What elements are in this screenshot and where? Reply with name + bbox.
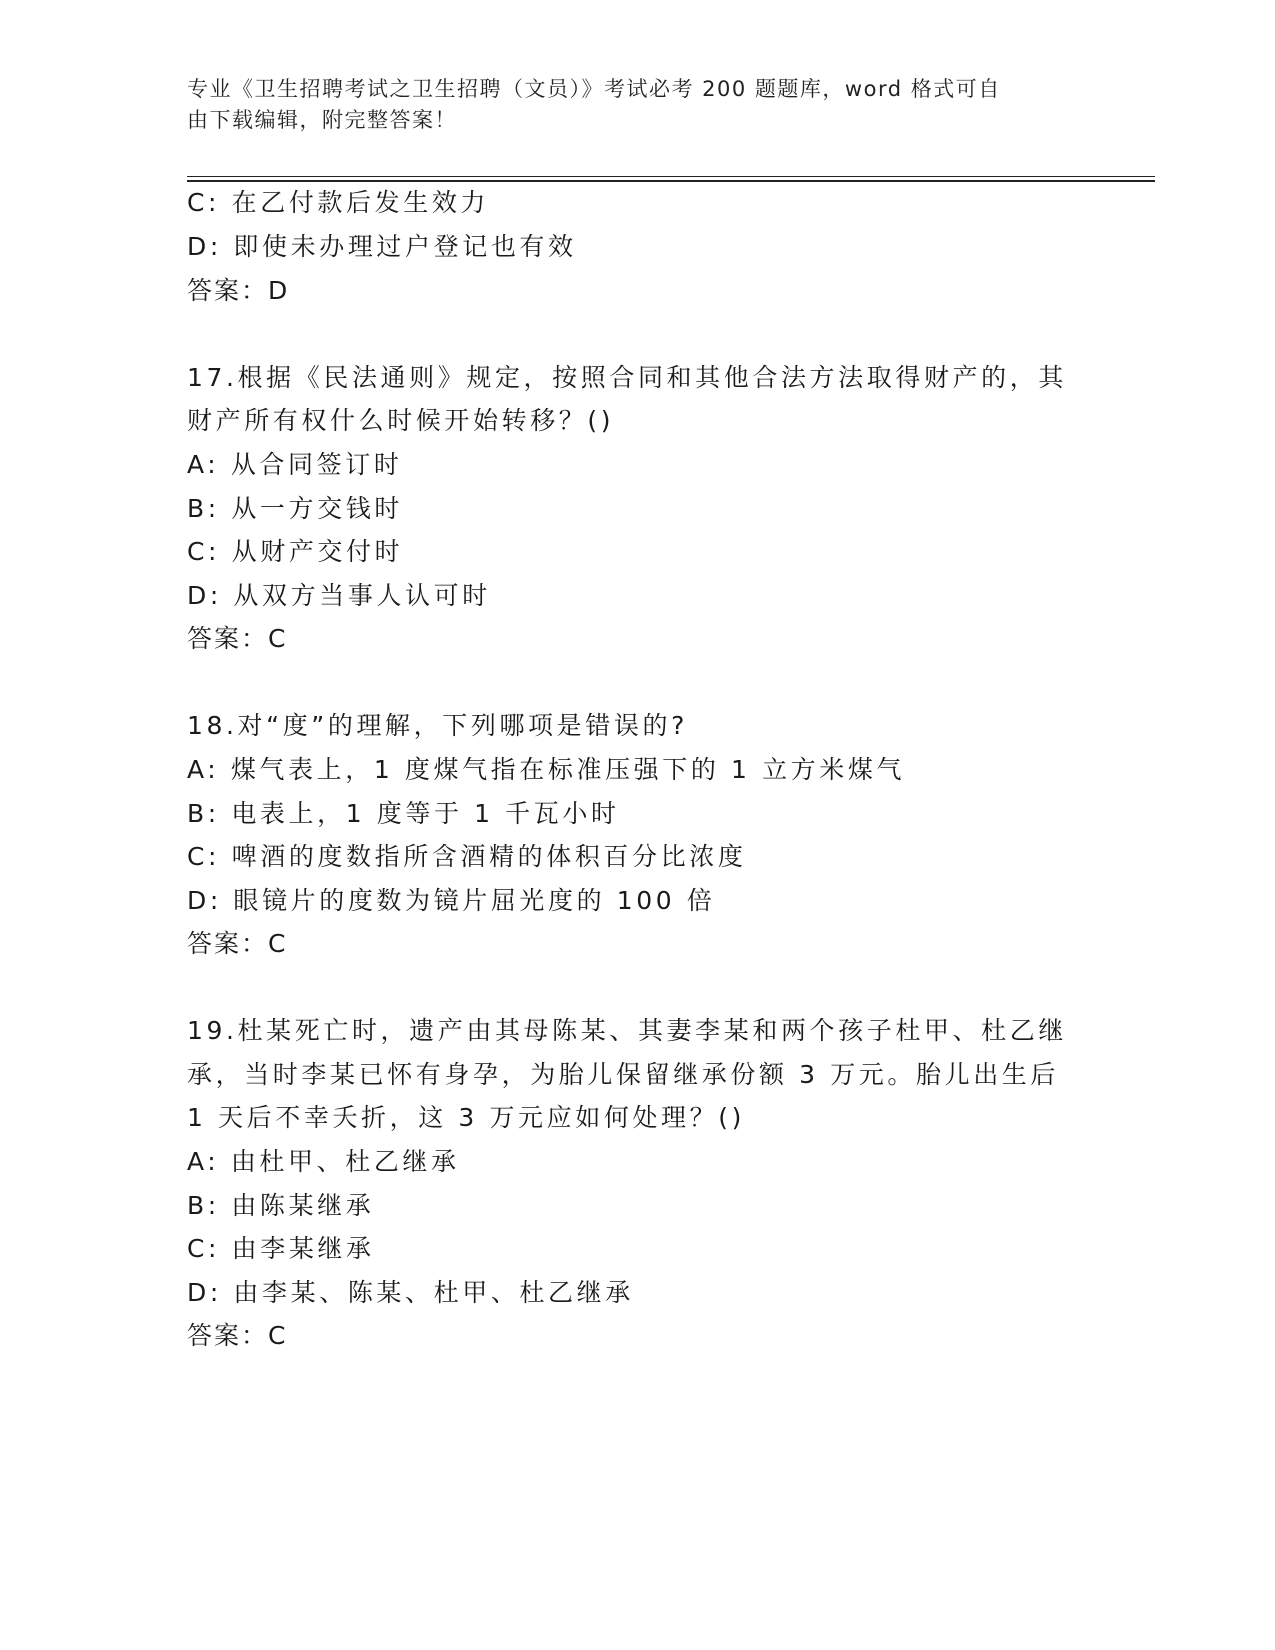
header-divider-thick bbox=[187, 180, 1155, 182]
q19-stem-line-2: 承，当时李某已怀有身孕，为胎儿保留继承份额 3 万元。胎儿出生后 bbox=[187, 1060, 1060, 1089]
header-line-2: 由下载编辑，附完整答案！ bbox=[187, 108, 457, 132]
document-header bbox=[187, 74, 1087, 136]
q17-option-a: A: 从合同签订时 bbox=[187, 450, 403, 479]
q19-option-d: D: 由李某、陈某、杜甲、杜乙继承 bbox=[187, 1278, 634, 1307]
q18-option-a: A: 煤气表上，1 度煤气指在标准压强下的 1 立方米煤气 bbox=[187, 755, 906, 784]
q19-option-c: C: 由李某继承 bbox=[187, 1234, 375, 1263]
q17-option-c: C: 从财产交付时 bbox=[187, 537, 404, 566]
q18-option-b: B: 电表上，1 度等于 1 千瓦小时 bbox=[187, 799, 620, 828]
q17-stem-line-1: 17.根据《民法通则》规定，按照合同和其他合法方法取得财产的，其 bbox=[187, 363, 1067, 392]
q19-option-b: B: 由陈某继承 bbox=[187, 1191, 375, 1220]
q18-stem-line-1: 18.对“度”的理解，下列哪项是错误的? bbox=[187, 711, 688, 740]
q18-option-d: D: 眼镜片的度数为镜片屈光度的 100 倍 bbox=[187, 886, 716, 915]
q19-answer: 答案：C bbox=[187, 1321, 288, 1350]
q16-option-c: C: 在乙付款后发生效力 bbox=[187, 188, 490, 217]
q17-answer: 答案：C bbox=[187, 624, 288, 653]
q17-option-d: D: 从双方当事人认可时 bbox=[187, 581, 491, 610]
q16-answer: 答案：D bbox=[187, 276, 290, 305]
q19-option-a: A: 由杜甲、杜乙继承 bbox=[187, 1147, 460, 1176]
q18-answer: 答案：C bbox=[187, 929, 288, 958]
header-divider-thin bbox=[187, 176, 1155, 177]
q19-stem-line-1: 19.杜某死亡时，遗产由其母陈某、其妻李某和两个孩子杜甲、杜乙继 bbox=[187, 1016, 1067, 1045]
q18-option-c: C: 啤酒的度数指所含酒精的体积百分比浓度 bbox=[187, 842, 747, 871]
q16-option-d: D: 即使未办理过户登记也有效 bbox=[187, 232, 577, 261]
q17-stem-line-2: 财产所有权什么时候开始转移？() bbox=[187, 406, 615, 435]
header-line-1: 专业《卫生招聘考试之卫生招聘（文员）》考试必考 200 题题库，word 格式可自 bbox=[187, 77, 1001, 101]
q17-option-b: B: 从一方交钱时 bbox=[187, 494, 403, 523]
q19-stem-line-3: 1 天后不幸夭折，这 3 万元应如何处理？() bbox=[187, 1103, 745, 1132]
